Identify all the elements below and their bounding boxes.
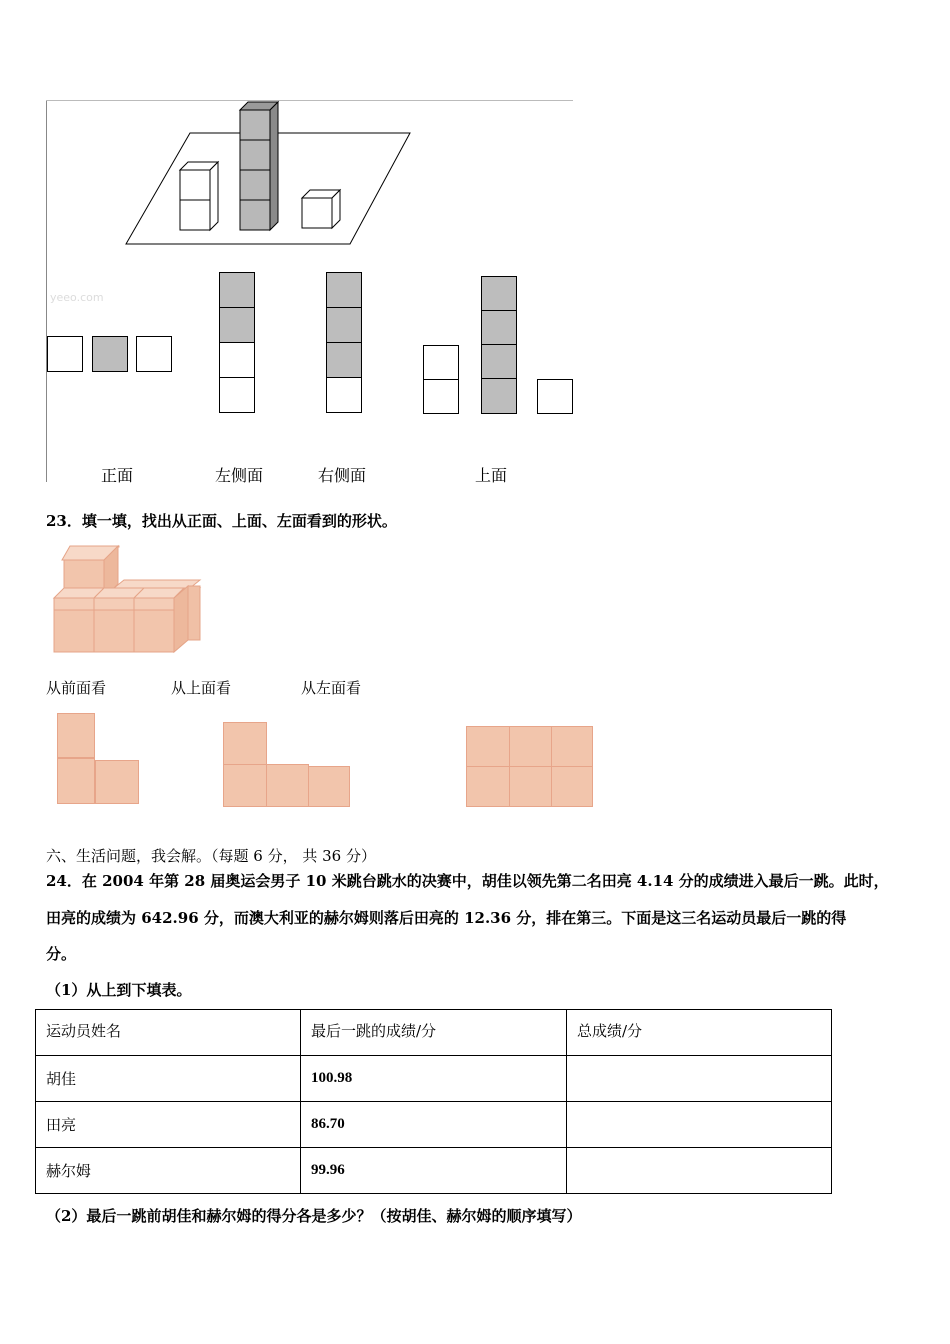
top-view-cube bbox=[537, 379, 573, 414]
right-side-view-cube bbox=[326, 272, 362, 308]
top-view-cube bbox=[481, 310, 517, 345]
tan-square bbox=[57, 758, 95, 804]
last-jump-score: 99.96 bbox=[301, 1148, 567, 1194]
tan-square bbox=[551, 726, 593, 767]
table-row bbox=[36, 1102, 832, 1148]
right-side-view-cube bbox=[326, 342, 362, 378]
right-side-view-cube bbox=[326, 307, 362, 343]
front-view-cube bbox=[136, 336, 172, 372]
athlete-name: 胡佳 bbox=[36, 1056, 301, 1102]
front-view-cube bbox=[92, 336, 128, 372]
left-side-view-cube bbox=[219, 272, 255, 308]
table-header-cell: 最后一跳的成绩/分 bbox=[301, 1010, 567, 1056]
tan-square bbox=[308, 766, 350, 807]
question-24-line-1: 24．在 2004 年第 28 届奥运会男子 10 米跳台跳水的决赛中，胡佳以领先第二名田亮 4.14 分的成绩进入最后一跳。此时， bbox=[46, 872, 889, 890]
top-view-cube bbox=[481, 344, 517, 379]
tan-square bbox=[223, 722, 267, 765]
tan-square bbox=[509, 726, 552, 767]
last-jump-score: 86.70 bbox=[301, 1102, 567, 1148]
label-view-left: 从左面看 bbox=[301, 679, 362, 697]
label-front: 正面 bbox=[101, 466, 134, 485]
tan-square bbox=[466, 726, 510, 767]
tan-square bbox=[466, 766, 510, 807]
plane-with-cube-stacks bbox=[120, 100, 420, 250]
question-24-line-2: 田亮的成绩为 642.96 分，而澳大利亚的赫尔姆则落后田亮的 12.36 分，排在第三。下面是这三名运动员最后一跳的得 bbox=[46, 909, 847, 927]
label-top: 上面 bbox=[475, 466, 508, 485]
watermark-text: yeeo.com bbox=[50, 291, 104, 304]
label-right-side: 右侧面 bbox=[318, 466, 367, 485]
question-23-title: 23．填一填，找出从正面、上面、左面看到的形状。 bbox=[46, 512, 397, 530]
tan-square bbox=[57, 713, 95, 758]
left-side-view-cube bbox=[219, 307, 255, 343]
table-row bbox=[36, 1056, 832, 1102]
label-view-front: 从前面看 bbox=[46, 679, 107, 697]
athlete-name: 赫尔姆 bbox=[36, 1148, 301, 1194]
tan-square bbox=[95, 760, 139, 804]
athlete-name: 田亮 bbox=[36, 1102, 301, 1148]
figure-frame-left bbox=[46, 100, 47, 482]
right-side-view-cube bbox=[326, 377, 362, 413]
total-score-blank[interactable] bbox=[567, 1056, 832, 1102]
tan-square bbox=[223, 764, 267, 807]
tan-square bbox=[509, 766, 552, 807]
table-header-cell: 运动员姓名 bbox=[36, 1010, 301, 1056]
top-view-cube bbox=[481, 276, 517, 311]
top-view-cube bbox=[481, 378, 517, 414]
question-24-sub-2: （2）最后一跳前胡佳和赫尔姆的得分各是多少？（按胡佳、赫尔姆的顺序填写） bbox=[46, 1207, 582, 1225]
total-score-blank[interactable] bbox=[567, 1102, 832, 1148]
tan-cube-arrangement bbox=[48, 540, 208, 658]
question-24-sub-1: （1）从上到下填表。 bbox=[46, 981, 192, 999]
label-left-side: 左侧面 bbox=[215, 466, 264, 485]
top-view-cube bbox=[423, 345, 459, 380]
total-score-blank[interactable] bbox=[567, 1148, 832, 1194]
left-side-view-cube bbox=[219, 342, 255, 378]
tan-square bbox=[266, 764, 309, 807]
last-jump-score: 100.98 bbox=[301, 1056, 567, 1102]
left-side-view-cube bbox=[219, 377, 255, 413]
table-header-row bbox=[36, 1010, 832, 1056]
score-table bbox=[35, 1009, 832, 1194]
label-view-top: 从上面看 bbox=[171, 679, 232, 697]
section-6-title: 六、生活问题，我会解。（每题 6 分， 共 36 分） bbox=[46, 847, 376, 865]
table-header-cell: 总成绩/分 bbox=[567, 1010, 832, 1056]
top-view-cube bbox=[423, 379, 459, 414]
question-24-line-3: 分。 bbox=[46, 945, 77, 963]
front-view-cube bbox=[47, 336, 83, 372]
table-row bbox=[36, 1148, 832, 1194]
tan-square bbox=[551, 766, 593, 807]
